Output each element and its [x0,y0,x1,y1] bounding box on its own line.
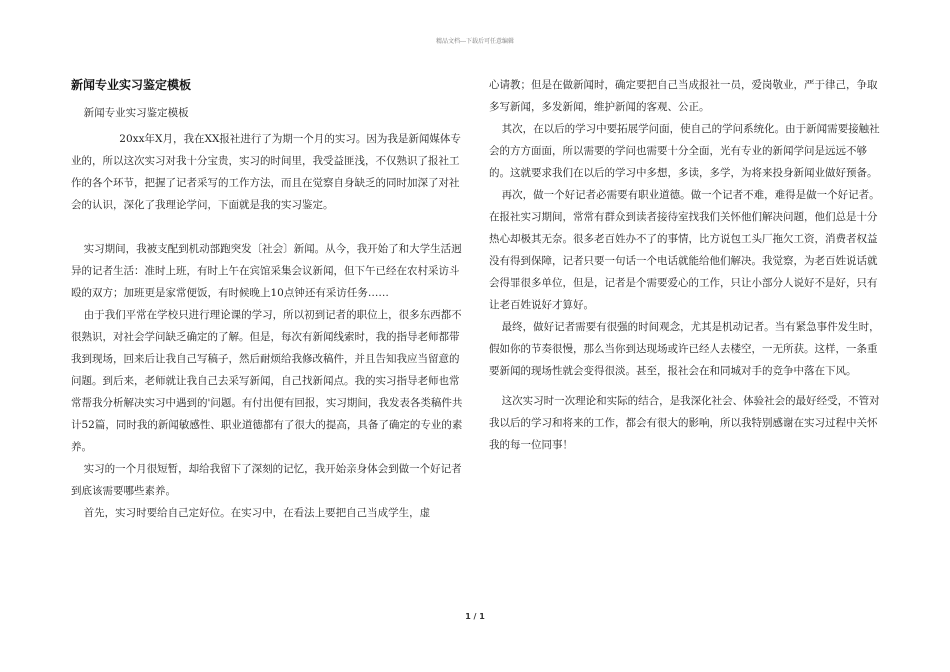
paragraph: 实习的一个月很短暂，却给我留下了深刻的记忆，我开始亲身体会到做一个好记者到底该需要哪些素养。 [71,463,462,497]
document-title: 新闻专业实习鉴定模板 [71,78,192,92]
paragraph: 这次实习时一次理论和实际的结合，是我深化社会、体验社会的最好经受，不管对我以后的学习和将来的工作，都会有很大的影响，所以我特别感谢在实习过程中关怀我的每一位同事！ [489,395,880,451]
paragraph: 最终，做好记者需要有很强的时间观念，尤其是机动记者。当有紧急事件发生时，假如你的节奏很慢，那么当你到达现场或许已经人去楼空，一无所获。这样，一条重要新闻的现场性就会变得很淡。甚至，报社会在和同城对手的竞争中落在下风。 [489,321,880,377]
right-column [489,74,881,456]
page-header: 精品文档---下载后可任意编辑 [435,38,515,45]
left-column [71,74,463,524]
paragraph: 心请教；但是在做新闻时，确定要把自己当成报社一员，爱岗敬业，严于律己，争取多写新闻，多发新闻，维护新闻的客观、公正。 [489,79,878,113]
paragraph: 首先，实习时要给自己定好位。在实习中，在看法上要把自己当成学生，虚 [83,507,431,519]
spacer [489,382,881,390]
paragraph: 实习期间，我被支配到机动部跑突发〔社会〕新闻。从今，我开始了和大学生活迥异的记者生活：准时上班，有时上午在宾馆采集会议新闻，但下午已经在农村采访斗殴的双方；加班更是家常便饭，有时候晚上10点钟还有采访任务…… [71,243,462,299]
spacer [71,216,463,238]
page-number: 1 / 1 [465,612,485,621]
document-subtitle: 新闻专业实习鉴定模板 [83,107,189,119]
paragraph: 20xx年X月，我在XX报社进行了为期一个月的实习。因为我是新闻媒体专业的，所以这次实习对我十分宝贵，实习的时间里，我受益匪浅，不仅熟识了报社工作的各个环节，把握了记者采写的工作方法，而且在觉察自身缺乏的同时加深了对社会的认识，深化了我理论学问，下面就是我的实习鉴定。 [71,133,461,211]
paragraph: 由于我们平常在学校只进行理论课的学习，所以初到记者的职位上，很多东西都不很熟识，对社会学问缺乏确定的了解。但是，每次有新闻线索时，我的指导老师都带我到现场，回来后让我自己写稿子，然后耐烦给我修改稿件，并且告知我应当留意的问题。到后来，老师就让我自己去采写新闻，自己找新闻点。我的实习指导老师也常常帮我分析解决实习中遇到的'问题。有付出便有回报，实习期间，我发表各类稿件共计52篇，同时我的新闻敏感性、职业道德都有了很大的提高，具备了确定的专业的素养。 [71,309,463,453]
paragraph: 其次，在以后的学习中要拓展学问面，使自己的学问系统化。由于新闻需要接触社会的方方面面，所以需要的学问也需要十分全面，光有专业的新闻学问是远远不够的。这就要求我们在以后的学习中多想，多读，多学，为将来投身新闻业做好预备。 [489,123,880,179]
paragraph: 再次，做一个好记者必需要有职业道德。做一个记者不难，难得是做一个好记者。在报社实习期间，常常有群众到读者接待室找我们关怀他们解决问题，他们总是十分热心却极其无奈。很多老百姓办不了的事情，比方说包工头厂拖欠工资，消费者权益没有得到保障，记者只要一句话一个电话就能给他们解决。我觉察，为老百姓说话就会得罪很多单位，但是，记者是个需要爱心的工作，只让小部分人说好不是好，只有让老百姓说好才算好。 [489,189,880,311]
